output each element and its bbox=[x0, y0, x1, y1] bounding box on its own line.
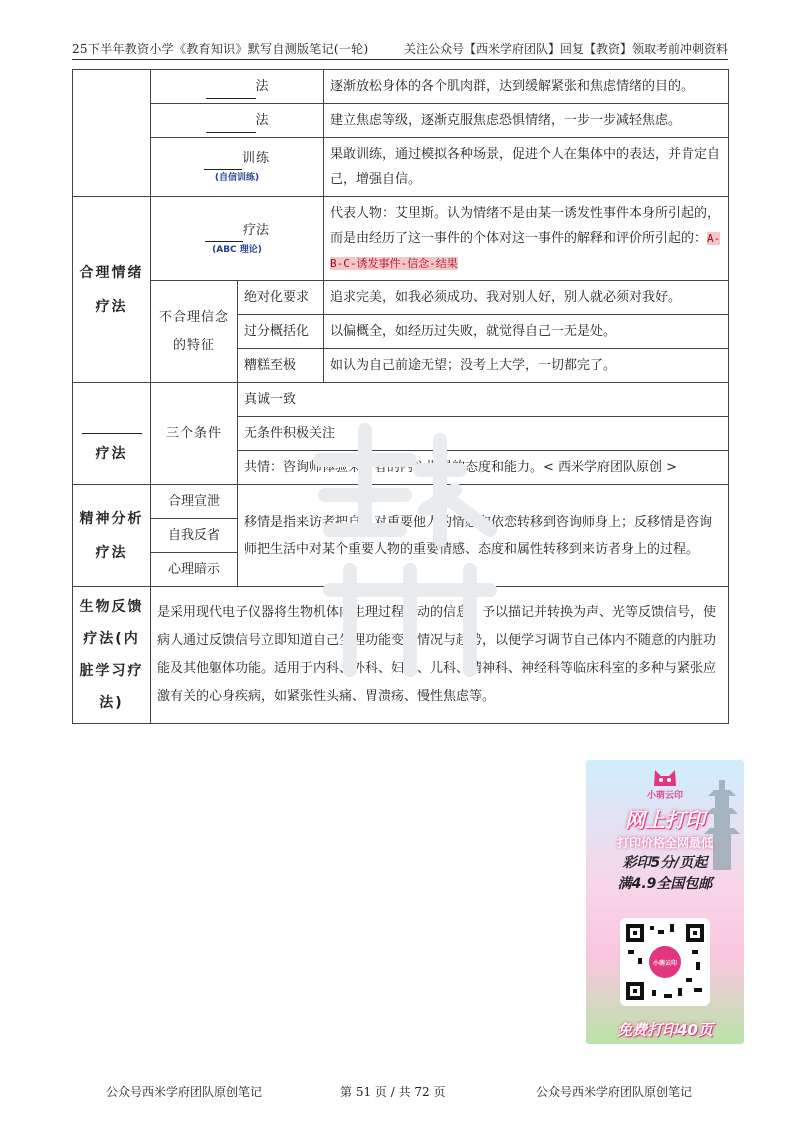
conditions-label: 三个条件 bbox=[151, 383, 238, 485]
cat-logo-icon bbox=[652, 768, 678, 788]
belief-description: 如认为自己前途无望；没考上大学，一切都完了。 bbox=[324, 349, 729, 383]
ad-line-price: 打印价格全网最低 bbox=[616, 836, 713, 850]
method-description: 逐渐放松身体的各个肌肉群，达到缓解紧张和焦虑情绪的目的。 bbox=[324, 70, 729, 104]
ad-line-color: 彩印5分/页起 bbox=[622, 855, 708, 871]
table-row bbox=[73, 138, 729, 197]
abc-highlight: A-B-C-诱发事件-信念-结果 bbox=[330, 232, 721, 270]
category-psychoanalytic-therapy: 精神分析疗法 bbox=[73, 485, 151, 587]
psycho-method: 合理宣泄 bbox=[151, 485, 238, 519]
ad-title: 网上打印 bbox=[625, 808, 705, 832]
footer-right: 公众号西米学府团队原创笔记 bbox=[536, 1085, 693, 1099]
method-subtitle: (自信训练) bbox=[214, 173, 260, 183]
table-row bbox=[73, 383, 729, 417]
qr-label: 小萌云印 bbox=[652, 960, 677, 967]
method-subtitle: (ABC 理论) bbox=[212, 244, 262, 255]
table-row bbox=[73, 281, 729, 315]
header-promo: 关注公众号【西米学府团队】回复【教资】领取考前冲刺资料 bbox=[403, 42, 728, 56]
fill-blank bbox=[206, 81, 256, 99]
method-cell: 疗法 (ABC 理论) bbox=[151, 197, 324, 281]
category-rational-therapy: 合理情绪疗法 bbox=[73, 197, 151, 383]
fill-blank bbox=[82, 416, 142, 434]
notes-table bbox=[72, 69, 729, 724]
table-row bbox=[73, 587, 729, 724]
belief-name: 糟糕至极 bbox=[238, 349, 324, 383]
page-header bbox=[72, 34, 728, 60]
ad-line-shipping: 满4.9全国包邮 bbox=[617, 876, 713, 892]
qr-code[interactable] bbox=[620, 918, 710, 1006]
header-title: 25下半年教资小学《教育知识》默写自测版笔记(一轮) bbox=[72, 42, 369, 56]
category-cell-continued bbox=[73, 70, 151, 197]
fill-blank bbox=[205, 224, 243, 242]
footer-left: 公众号西米学府团队原创笔记 bbox=[106, 1085, 263, 1099]
ad-footer[interactable]: 免费打印40页 bbox=[617, 1021, 713, 1039]
method-description: 果敢训练，通过模拟各种场景，促进个人在集体中的表达，并肯定自己，增强自信。 bbox=[324, 138, 729, 197]
print-ad-banner[interactable] bbox=[586, 760, 744, 1044]
biofeedback-description: 是采用现代电子仪器将生物机体内生理过程变动的信息，予以描记并转换为声、光等反馈信号，使病人通过反馈信号立即知道自己生理功能变动情况与趋势，以便学习调节自己体内不随意的内脏功能及其他躯体功能。适用于内科、外科、妇科、儿科、精神科、神经科等临床科室的多种与紧张应激有关的心身疾病，如紧张性头痛、胃溃疡、慢性焦虑等。 bbox=[151, 587, 729, 724]
table-row bbox=[73, 70, 729, 104]
belief-name: 绝对化要求 bbox=[238, 281, 324, 315]
method-description: 代表人物：艾里斯。认为情绪不是由某一诱发性事件本身所引起的，而是由经历了这一事件的个体对这一事件的解释和评价所引起的：A-B-C-诱发事件-信念-结果 bbox=[324, 197, 729, 281]
belief-description: 以偏概全，如经历过失败，就觉得自己一无是处。 bbox=[324, 315, 729, 349]
fill-blank bbox=[204, 152, 242, 170]
category-biofeedback-therapy: 生物反馈疗法(内脏学习疗法) bbox=[73, 587, 151, 724]
method-cell: 训练 (自信训练) bbox=[151, 138, 324, 197]
category-person-therapy: 疗法 bbox=[73, 383, 151, 485]
page-number: 第 51 页 / 共 72 页 bbox=[340, 1085, 446, 1099]
beliefs-label: 不合理信念的特征 bbox=[151, 281, 238, 383]
ad-brand: 小萌云印 bbox=[646, 791, 683, 801]
table-row bbox=[73, 197, 729, 281]
psycho-description: 移情是指来访者把自己对重要他人的情感和依恋转移到咨询师身上；反移情是咨询师把生活中对某个重要人物的重要情感、态度和属性转移到来访者身上的过程。 bbox=[238, 485, 729, 587]
table-row bbox=[73, 104, 729, 138]
belief-name: 过分概括化 bbox=[238, 315, 324, 349]
condition-item: 真诚一致 bbox=[238, 383, 729, 417]
psycho-method: 心理暗示 bbox=[151, 553, 238, 587]
condition-item: 无条件积极关注 bbox=[238, 417, 729, 451]
condition-item: 共情：咨询师体验来访者的内心世界的态度和能力。< 西米学府团队原创 > bbox=[238, 451, 729, 485]
method-cell: 法 bbox=[151, 70, 324, 104]
belief-description: 追求完美，如我必须成功、我对别人好，别人就必须对我好。 bbox=[324, 281, 729, 315]
psycho-method: 自我反省 bbox=[151, 519, 238, 553]
table-row bbox=[73, 485, 729, 519]
method-cell: 法 bbox=[151, 104, 324, 138]
fill-blank bbox=[206, 115, 256, 133]
method-description: 建立焦虑等级，逐渐克服焦虑恐惧情绪，一步一步减轻焦虑。 bbox=[324, 104, 729, 138]
